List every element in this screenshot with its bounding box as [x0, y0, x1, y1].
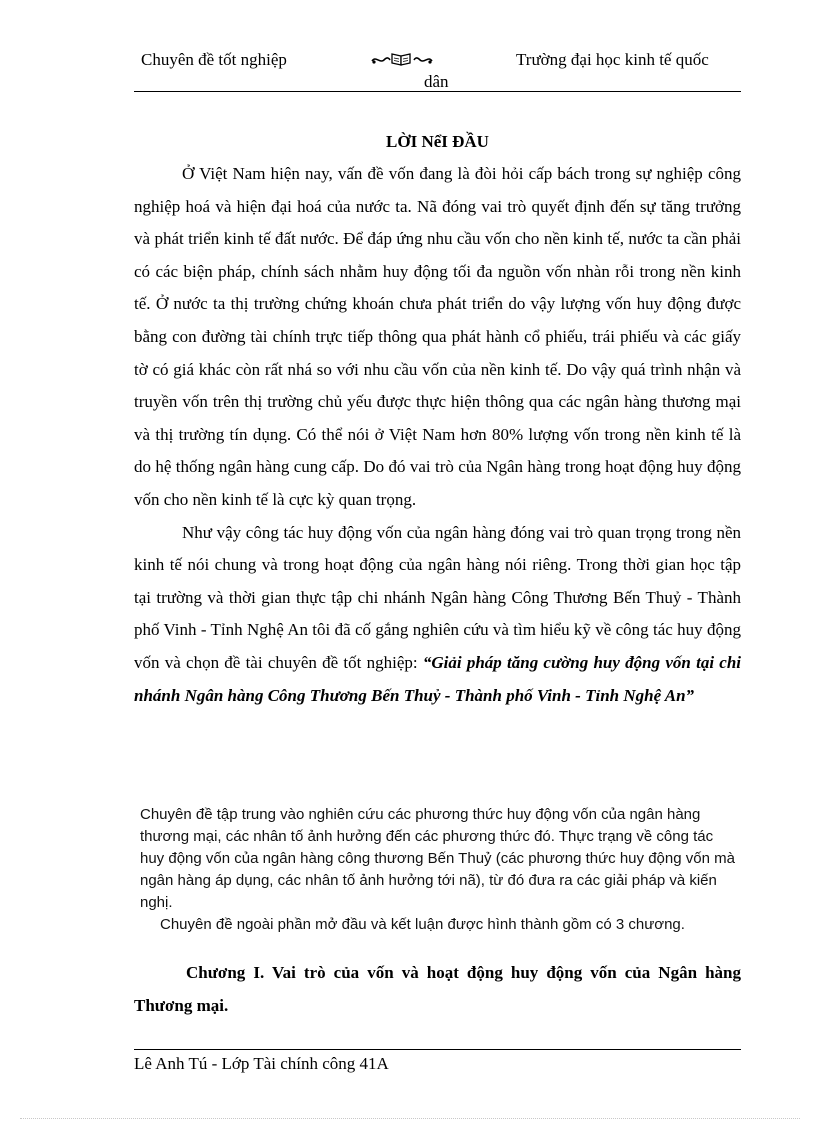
- chapter-heading: Chương I. Vai trò của vốn và hoạt động huy động vốn của Ngân hàng Thương mại.: [134, 963, 741, 1015]
- book-ornament-icon: [370, 50, 434, 68]
- page-title: LỜI NểI ĐẦU: [386, 132, 489, 151]
- motivation-text: Như vậy công tác huy động vốn của ngân hàng đóng vai trò quan trọng trong nền kinh tế nói chung và trong hoạt động của ngân hàng nói riêng. Trong thời gian học tập tại trường và thời gian thực tập chi nhánh Ngân hàng Công Thương Bến Thuỷ - Thành phố Vinh - Tỉnh Nghệ An tôi đã cố gắng nghiên cứu và tìm hiểu kỹ về công tác huy động vốn và chọn đề tài chuyên đề tốt nghiệp:: [134, 522, 741, 672]
- header-right-text-continued: dân: [424, 72, 449, 91]
- focus-block: [140, 804, 740, 914]
- intro-paragraph: Ở Việt Nam hiện nay, vấn đề vốn đang là đòi hỏi cấp bách trong sự nghiệp công nghiệp hoá và hiện đại hoá của nước ta. Nã đóng vai trò quyết định đến sự tăng trưởng và phát triển kinh tế đất nước. Để đáp ứng nhu cầu vốn cho nền kinh tế, nước ta cần phải có các biện pháp, chính sách nhằm huy động tối đa nguồn vốn nhàn rỗi trong nền kinh tế. Ở nước ta thị trường chứng khoán chưa phát triển do vậy lượng vốn huy động được bằng con đường tài chính trực tiếp thông qua phát hành cổ phiếu, trái phiếu và các giấy tờ có giá khác còn rất nhá so với nhu cầu vốn của nền kinh tế. Do vậy quá trình nhận và truyền vốn trên thị trường chủ yếu được thực hiện thông qua các ngân hàng thương mại và thị trường tín dụng. Có thể nói ở Việt Nam hơn 80% lượng vốn trong nền kinh tế là do hệ thống ngân hàng cung cấp. Do đó vai trò của Ngân hàng trong hoạt động huy động vốn cho nền kinh tế là cực kỳ quan trọng.: [134, 164, 741, 509]
- header-divider: [134, 91, 741, 92]
- header-left-text: Chuyên đề tốt nghiệp: [141, 50, 287, 69]
- focus-paragraph: Chuyên đề tập trung vào nghiên cứu các phương thức huy động vốn của ngân hàng thương mại, các nhân tố ảnh hưởng đến các phương thức đó. Thực trạng về công tác huy động vốn của ngân hàng công thương Bến Thuỷ (các phương thức huy động vốn mà ngân hàng áp dụng, các nhân tố ảnh hưởng tới nã), từ đó đưa ra các giải pháp và kiến nghị.: [140, 806, 735, 911]
- thesis-title: “Giải pháp tăng cường huy động vốn tại chi nhánh Ngân hàng Công Thương Bến Thuỷ - Thành phố Vinh - Tỉnh Nghệ An”: [134, 652, 742, 705]
- footer-divider: [134, 1049, 741, 1050]
- page-boundary-line: [20, 1118, 800, 1119]
- footer-text: Lê Anh Tú - Lớp Tài chính công 41A: [134, 1054, 389, 1073]
- body-text: [134, 158, 741, 712]
- header-right-text: Trường đại học kinh tế quốc: [516, 50, 709, 69]
- structure-paragraph: Chuyên đề ngoài phần mở đầu và kết luận được hình thành gồm có 3 chương.: [160, 916, 685, 933]
- chapter-block: [134, 956, 741, 1022]
- motivation-paragraph: [134, 517, 741, 713]
- structure-block: [160, 914, 740, 936]
